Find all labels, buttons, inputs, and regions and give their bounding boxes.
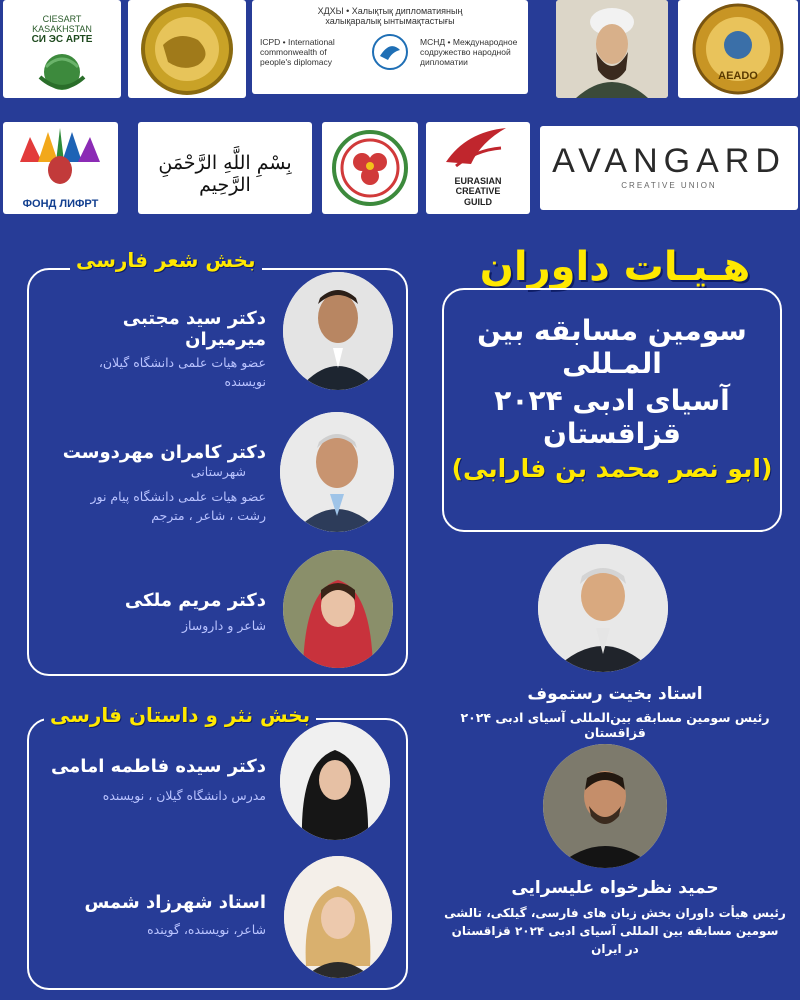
ciesart-logo: CIESART KASAKHSTAN СИ ЭС АРТЕ (3, 0, 121, 98)
gold-emblem-icon (128, 0, 246, 98)
competition-line-1: سومین مسابقه بین المـللی (477, 314, 747, 380)
competition-line-3: (ابو نصر محمد بن فارابی) (451, 454, 773, 483)
judge-photo-maleki (283, 550, 393, 668)
judge-photo-mirmiran (283, 272, 393, 390)
dove-icon (370, 32, 410, 72)
judge-photo-shams (284, 856, 392, 978)
chief-info-nazarkhah: حمید نظرخواه علیسرایی رئیس هیأت داوران بخش زبان های فارسی، گیلکی، تالشی سومین مسابقه بین المللی آسیای ادبی ۲۰۲۴ قزاقستان در ایران (444, 878, 786, 956)
competition-line-2: آسیای ادبی ۲۰۲۴ قزاقستان (494, 384, 730, 450)
eurasian-guild-logo: EURASIAN CREATIVE GUILD (426, 122, 530, 214)
page-title: هـیـات داوران (479, 244, 751, 290)
flower-emblem-logo (322, 122, 418, 214)
flower-icon (322, 122, 418, 214)
prose-section-tag: بخش نثر و داستان فارسی (44, 703, 316, 727)
scholar-portrait-icon (556, 0, 668, 98)
avangard-logo: AVANGARD CREATIVE UNION (540, 126, 798, 210)
judge-info-maleki: دکتر مریم ملکی شاعر و داروساز (124, 590, 266, 633)
chief-photo-nazarkhah (543, 744, 667, 868)
chief-info-rustemov: استاد بخیت رستموف رئیس سومین مسابقه بین‌المللی آسیای ادبی ۲۰۲۴ قزاقستان (460, 684, 770, 740)
judge-info-mirmiran: دکتر سید مجتبی میرمیران عضو هیات علمی دانشگاه گیلان، نویسنده (98, 308, 266, 389)
judge-info-shams: استاد شهرزاد شمس شاعر، نویسنده، گوینده (84, 892, 266, 937)
swoosh-icon (426, 122, 530, 172)
judge-photo-mehrdoust (280, 412, 394, 532)
fond-logo: ФОНД ЛИФРТ (3, 122, 118, 214)
judge-info-mehrdoust: دکتر کامران مهردوست شهرستانی عضو هیات علمی دانشگاه پیام نور رشت ، شاعر ، مترجم (62, 442, 266, 523)
judge-info-emami: دکتر سیده فاطمه امامی مدرس دانشگاه گیلان ، نویسنده (50, 756, 266, 803)
judge-photo-emami (280, 722, 390, 840)
globe-icon (32, 47, 92, 97)
farabi-portrait (556, 0, 668, 98)
poetry-section-tag: بخش شعر فارسی (70, 248, 262, 272)
bismillah-calligraphy: بِسْمِ اللَّهِ الرَّحْمَنِ الرَّحِيم (138, 122, 312, 214)
gold-globe-logo (128, 0, 246, 98)
colorful-sun-icon (3, 122, 118, 194)
aeado-logo: AEADO (678, 0, 798, 98)
seal-icon (678, 0, 798, 98)
diplomacy-logo: ХДХЫ • Халықтық дипломатияның халықаралық ынтымақтастығы ICPD • International commonwealth of people's diplomacy МСНД • Международное содружество народной дипломатии (252, 0, 528, 94)
chief-photo-rustemov (538, 544, 668, 672)
